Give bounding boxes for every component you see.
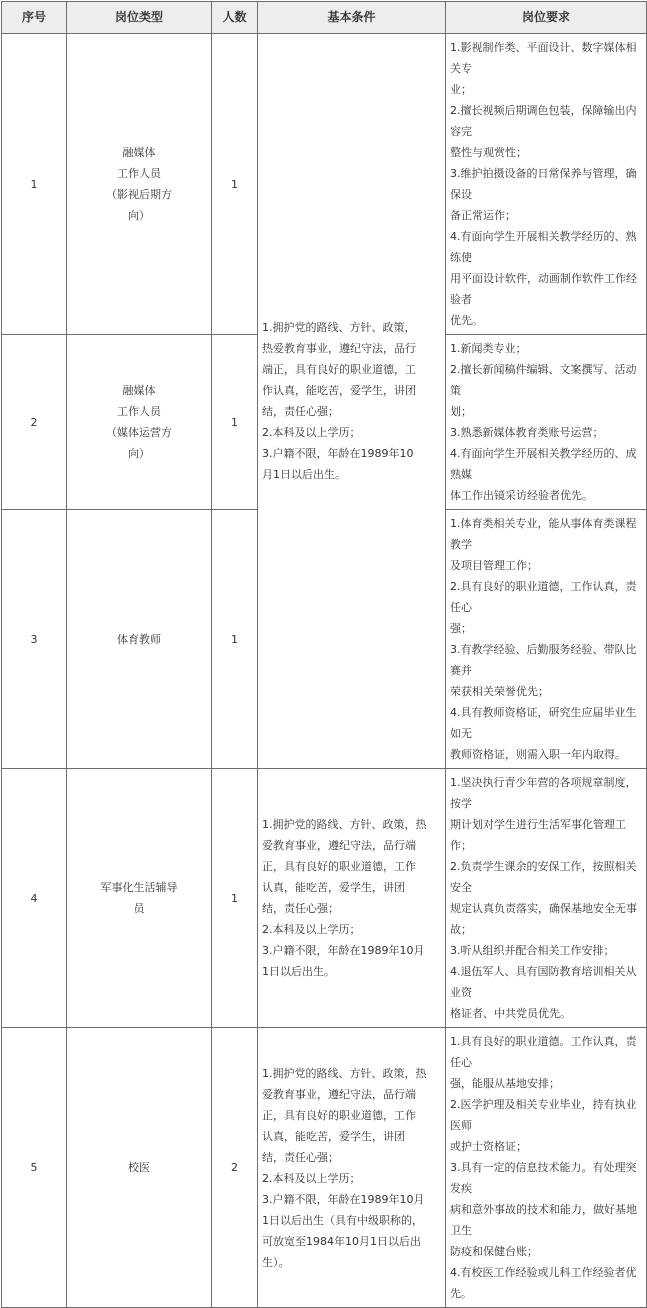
table-row [2, 769, 647, 1028]
row-requirements: 1.影视制作类、平面设计、数字媒体相关专 业； 2.擅长视频后期调色包装，保障输出内容完 整性与观赏性； 3.维护拍摄设备的日常保养与管理，确保设 备正常运作； 4.有面向学生开展相关教学经历的、熟练使 用平面设计软件，动画制作软件工作经验者 优先。 [446, 34, 647, 335]
row-basic: 1.拥护党的路线、方针、政策，热 爱教育事业，遵纪守法，品行端 正，具有良好的职业道德，工作 认真，能吃苦，爱学生，讲团 结，责任心强； 2.本科及以上学历； 3.户籍不限，年龄在1989年10月 1日以后出生（具有中级职称的， 可放宽至1984年10月1日以后出 生）。 [258, 1028, 446, 1308]
header-requirements: 岗位要求 [446, 2, 647, 34]
row-count: 1 [212, 34, 258, 335]
row-count: 1 [212, 335, 258, 510]
recruitment-table [1, 1, 647, 1308]
row-requirements: 1.具有良好的职业道德。工作认真，责任心 强，能服从基地安排； 2.医学护理及相关专业毕业，持有执业医师 或护士资格证； 3.具有一定的信息技术能力。有处理突发疾 病和意外事故的技术和能力，做好基地卫生 防疫和保健台账； 4.有校医工作经验或儿科工作经验者优先。 [446, 1028, 647, 1308]
row-basic: 1.拥护党的路线、方针、政策，热 爱教育事业，遵纪守法，品行端 正，具有良好的职业道德，工作 认真，能吃苦，爱学生，讲团 结，责任心强； 2.本科及以上学历； 3.户籍不限，年龄在1989年10月 1日以后出生。 [258, 769, 446, 1028]
row-type: 军事化生活辅导 员 [67, 769, 212, 1028]
row-requirements: 1.坚决执行青少年营的各项规章制度，按学 期计划对学生进行生活军事化管理工作； 2.负责学生课余的安保工作，按照相关安全 规定认真负责落实，确保基地安全无事故； 3.听从组织并配合相关工作安排； 4.退伍军人、具有国防教育培训相关从业资 格证者、中共党员优先。 [446, 769, 647, 1028]
row-count: 1 [212, 769, 258, 1028]
row-count: 2 [212, 1028, 258, 1308]
row-type: 体育教师 [67, 510, 212, 769]
table-row [2, 34, 647, 335]
header-count: 人数 [212, 2, 258, 34]
row-no: 1 [2, 34, 67, 335]
header-no: 序号 [2, 2, 67, 34]
table-row [2, 1028, 647, 1308]
row-no: 5 [2, 1028, 67, 1308]
header-type: 岗位类型 [67, 2, 212, 34]
row-no: 3 [2, 510, 67, 769]
row-requirements: 1.体育类相关专业，能从事体育类课程教学 及项目管理工作； 2.具有良好的职业道德，工作认真，责任心 强； 3.有教学经验、后勤服务经验、带队比赛并 荣获相关荣誉优先； 4.具有教师资格证，研究生应届毕业生如无 教师资格证，则需入职一年内取得。 [446, 510, 647, 769]
header-basic: 基本条件 [258, 2, 446, 34]
row-type: 融媒体 工作人员 （影视后期方 向） [67, 34, 212, 335]
row-count: 1 [212, 510, 258, 769]
row-no: 2 [2, 335, 67, 510]
table-header-row [2, 2, 647, 34]
row-basic-shared: 1.拥护党的路线、方针、政策， 热爱教育事业，遵纪守法，品行 端正，具有良好的职业道德，工 作认真，能吃苦，爱学生，讲团 结，责任心强； 2.本科及以上学历； 3.户籍不限，年龄在1989年10 月1日以后出生。 [258, 34, 446, 769]
row-type: 融媒体 工作人员 （媒体运营方 向） [67, 335, 212, 510]
row-no: 4 [2, 769, 67, 1028]
row-type: 校医 [67, 1028, 212, 1308]
row-requirements: 1.新闻类专业； 2.擅长新闻稿件编辑、文案撰写、活动策 划； 3.熟悉新媒体教育类账号运营； 4.有面向学生开展相关教学经历的、成熟媒 体工作出镜采访经验者优先。 [446, 335, 647, 510]
